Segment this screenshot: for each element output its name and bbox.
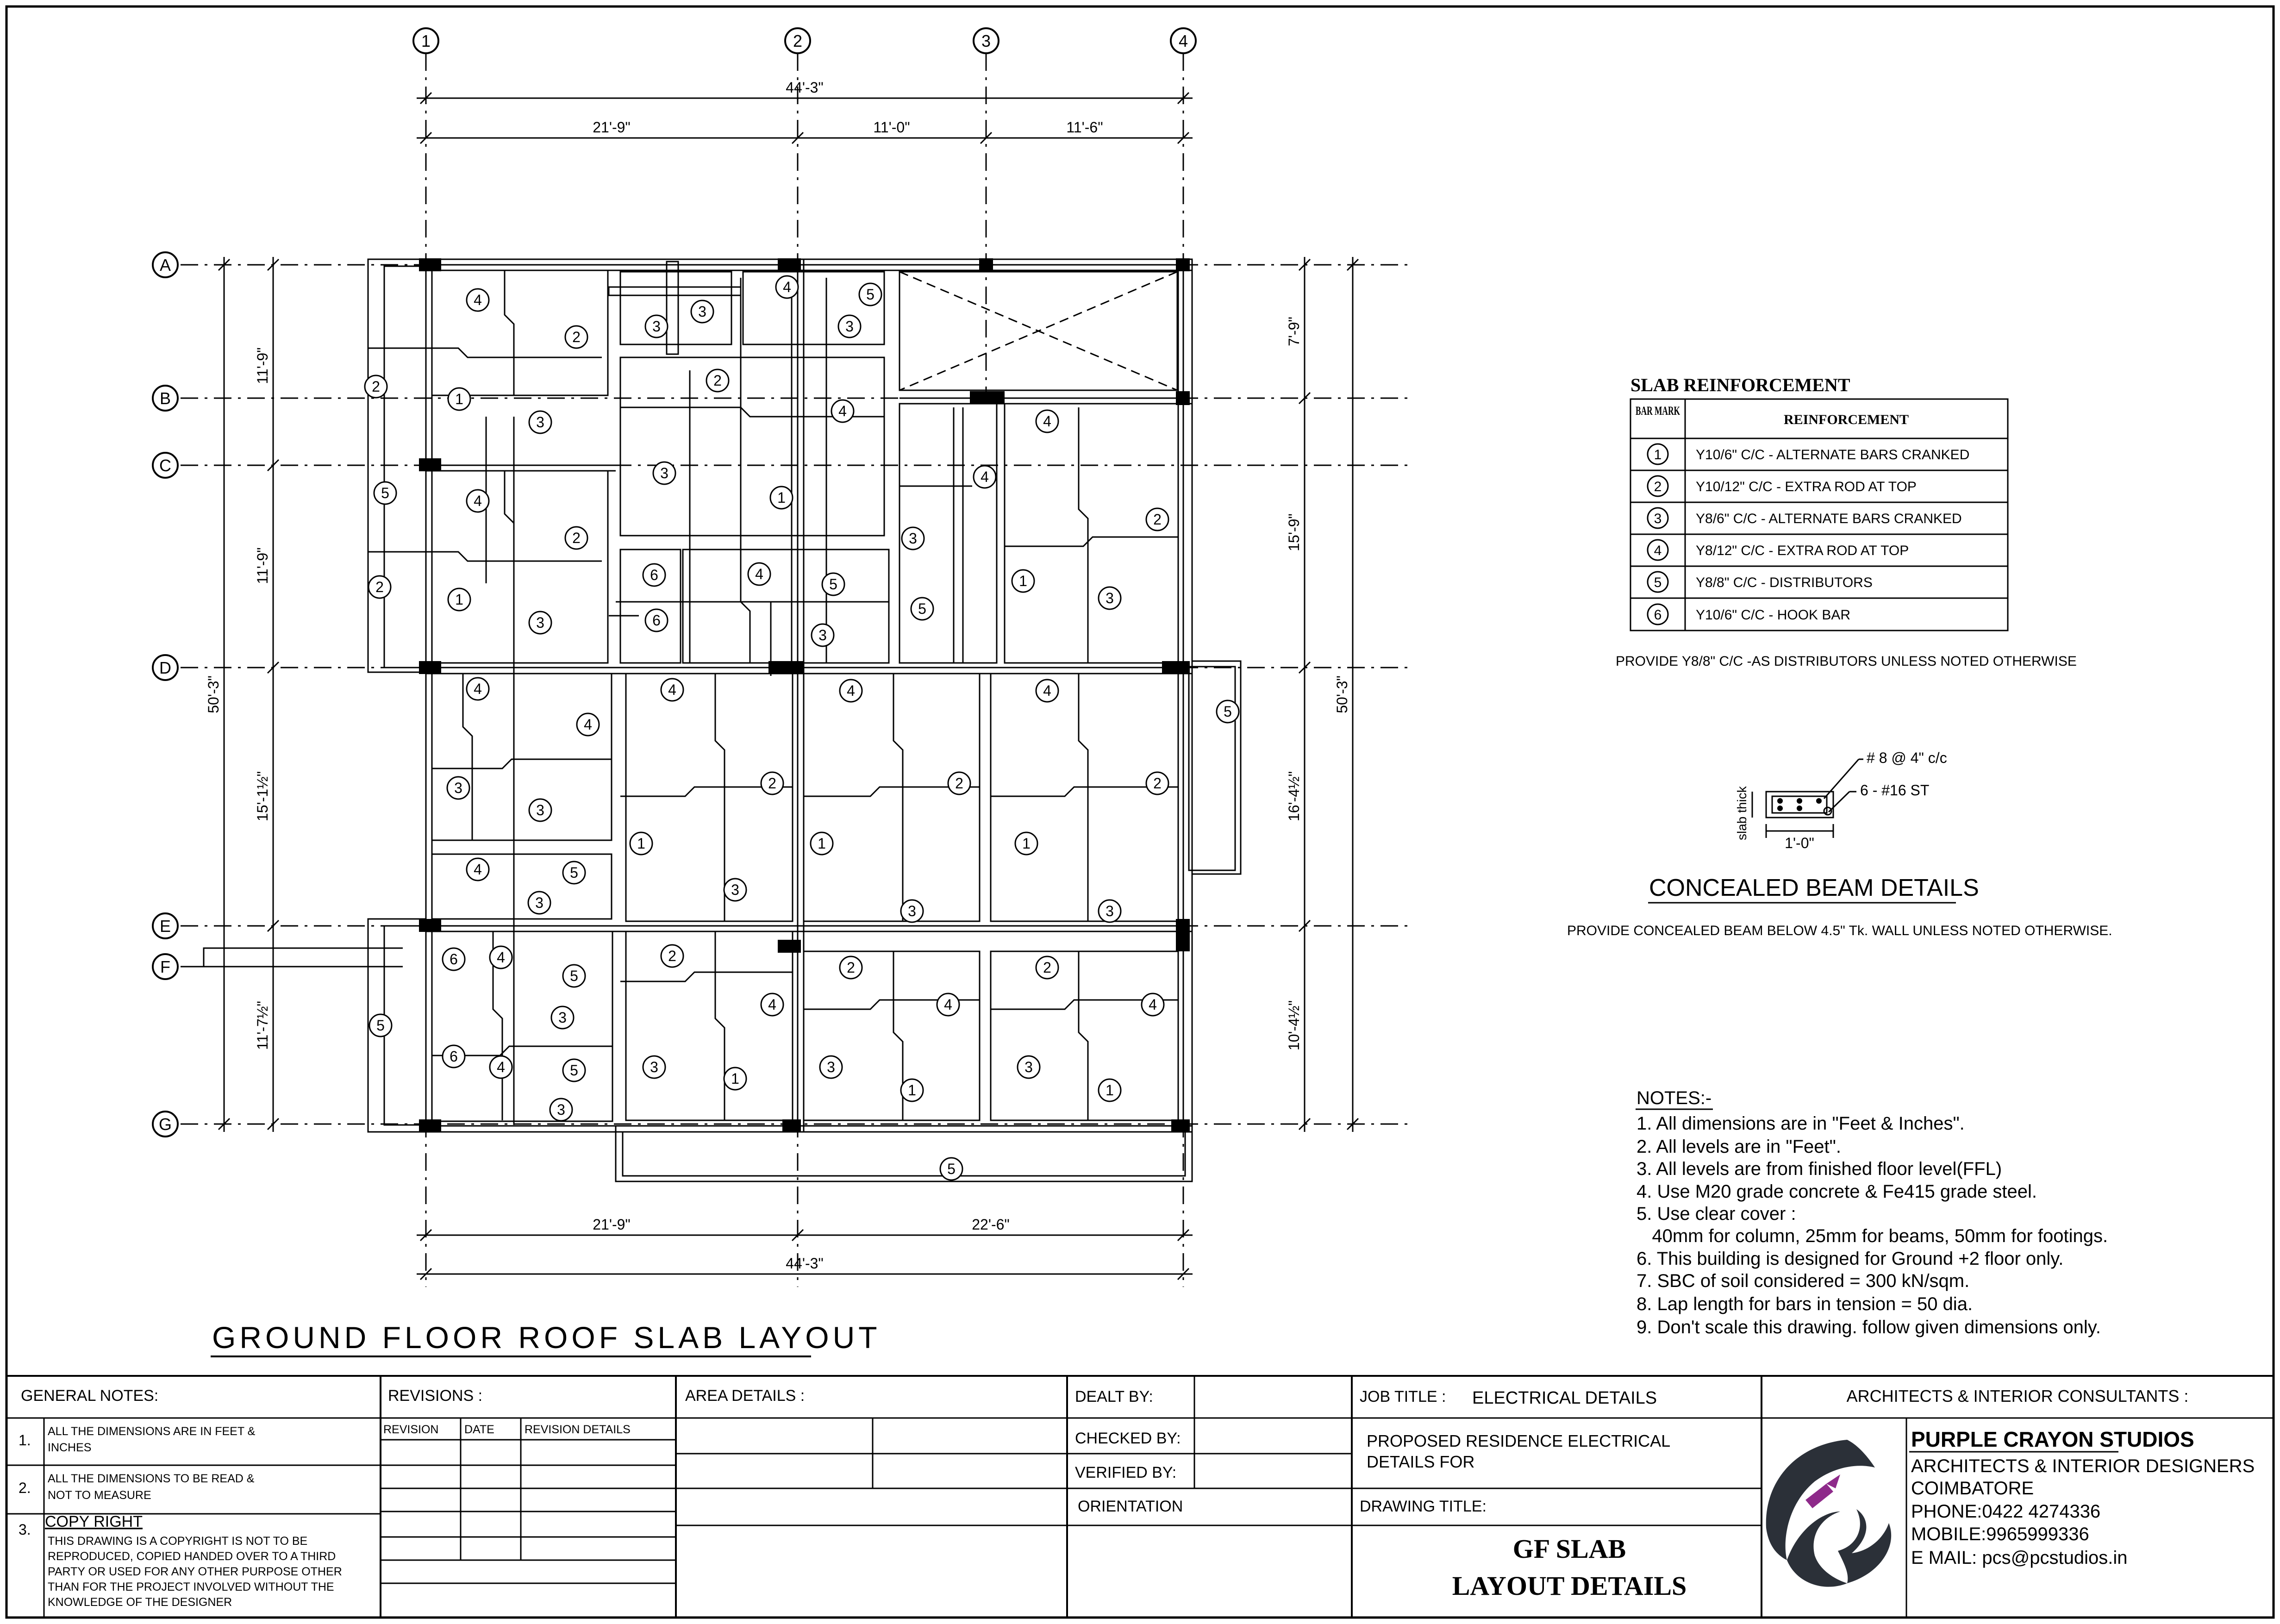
bar-mark-bubble — [901, 900, 923, 922]
svg-text:2: 2 — [955, 775, 963, 792]
svg-text:5: 5 — [1224, 703, 1232, 720]
general-notes-label: GENERAL NOTES: — [21, 1387, 159, 1405]
bar-mark-bubble — [369, 576, 391, 598]
svg-text:2: 2 — [713, 372, 722, 389]
svg-text:4: 4 — [944, 996, 952, 1013]
svg-text:1: 1 — [455, 391, 463, 407]
svg-text:5: 5 — [376, 1017, 385, 1034]
stirrup-label: # 8 @ 4" c/c — [1867, 750, 1947, 766]
bar-mark-bubble — [565, 527, 587, 549]
note-item: 1. All dimensions are in "Feet & Inches". — [1637, 1113, 1965, 1134]
dim-top-segment: 11'-0" — [873, 119, 910, 136]
reinforcement-cell: Y8/8" C/C - DISTRIBUTORS — [1696, 575, 1873, 590]
svg-text:4: 4 — [981, 468, 989, 485]
dim-right-segment: 10'-4½" — [1286, 1000, 1302, 1051]
bar-mark-bubbles — [365, 276, 1239, 1180]
general-note-text: NOT TO MEASURE — [48, 1489, 151, 1502]
svg-text:3: 3 — [660, 465, 668, 481]
note-item: 8. Lap length for bars in tension = 50 dia. — [1637, 1294, 1973, 1314]
bar-mark-bubble — [974, 466, 996, 488]
note-item: 5. Use clear cover : — [1637, 1204, 1796, 1224]
bar-mark-bubble — [822, 573, 844, 595]
col-reinforcement-label: REINFORCEMENT — [1783, 412, 1909, 427]
dim-left-segment: 11'-9" — [254, 547, 271, 584]
reinforcement-cell: Y8/12" C/C - EXTRA ROD AT TOP — [1696, 543, 1909, 558]
bar-mark-bubble — [776, 276, 798, 298]
svg-text:5: 5 — [381, 485, 389, 501]
bar-mark-bubble — [1036, 680, 1058, 702]
svg-text:2: 2 — [372, 378, 380, 395]
grid-col-label: 4 — [1178, 31, 1188, 50]
bar-mark-cell: 4 — [1654, 543, 1662, 558]
bar-mark-bubble — [529, 411, 551, 433]
bar-mark-bubble — [448, 388, 470, 410]
table-row — [1648, 572, 1873, 592]
svg-text:6: 6 — [450, 1048, 458, 1065]
bar-mark-bubble — [761, 993, 783, 1016]
bar-mark-bubble — [443, 1045, 465, 1068]
copyright-title: COPY RIGHT — [45, 1513, 143, 1530]
drawing-title-line: GF SLAB — [1512, 1534, 1626, 1564]
svg-text:5: 5 — [570, 864, 578, 881]
svg-text:3: 3 — [698, 303, 706, 320]
svg-text:2: 2 — [847, 959, 855, 976]
bar-mark-bubble — [937, 993, 959, 1016]
table-row — [1648, 476, 1917, 496]
bar-mark-bubble — [1099, 900, 1121, 922]
bar-mark-bubble — [565, 326, 587, 348]
table-row — [1648, 444, 1969, 464]
area-details-label: AREA DETAILS : — [685, 1387, 805, 1405]
bar-mark-bubble — [467, 490, 489, 512]
svg-text:4: 4 — [474, 681, 482, 697]
svg-text:4: 4 — [474, 861, 482, 878]
svg-text:1: 1 — [1019, 573, 1027, 589]
svg-text:3: 3 — [827, 1059, 835, 1075]
dim-right-segment: 7'-9" — [1286, 317, 1302, 346]
bar-mark-bubble — [550, 1099, 572, 1121]
svg-text:4: 4 — [474, 493, 482, 509]
general-note-text: ALL THE DIMENSIONS TO BE READ & — [48, 1472, 255, 1485]
table-title: SLAB REINFORCEMENT — [1630, 375, 1850, 395]
svg-text:4: 4 — [497, 1059, 505, 1075]
distributor-note: PROVIDE Y8/8" C/C -AS DISTRIBUTORS UNLESS NOTED OTHERWISE — [1616, 654, 2077, 669]
svg-text:3: 3 — [1106, 903, 1114, 919]
bar-mark-bubble — [1015, 832, 1037, 855]
depth-label: slab thick — [1735, 786, 1749, 840]
dim-bottom-segment: 22'-6" — [972, 1216, 1010, 1233]
note-item: 3. All levels are from finished floor level(FFL) — [1637, 1159, 2002, 1179]
svg-text:2: 2 — [1043, 959, 1051, 976]
svg-text:4: 4 — [1043, 682, 1051, 699]
bar-mark-bubble — [840, 956, 862, 979]
bar-mark-bubble — [443, 948, 465, 970]
firm-logo — [1766, 1440, 1891, 1587]
reinforcement-cell: Y10/6" C/C - ALTERNATE BARS CRANKED — [1696, 447, 1970, 462]
dim-left-overall: 50'-3" — [205, 675, 222, 713]
dealt-by-label: DEALT BY: — [1075, 1388, 1153, 1405]
grid-row-label: E — [159, 917, 171, 936]
copyright-line: THAN FOR THE PROJECT INVOLVED WITHOUT THE — [48, 1580, 334, 1593]
svg-text:1: 1 — [637, 835, 645, 852]
bar-mark-bubble — [691, 300, 713, 323]
grid-row-label: B — [159, 389, 171, 408]
bar-mark-bubble — [490, 946, 512, 968]
bar-mark-bubble — [661, 679, 683, 701]
copyright-line: REPRODUCED, COPIED HANDED OVER TO A THIRD — [48, 1550, 336, 1563]
bar-mark-bubble — [724, 879, 746, 901]
consultants-label: ARCHITECTS & INTERIOR CONSULTANTS : — [1846, 1387, 2189, 1405]
grid-row-label: G — [158, 1115, 172, 1134]
bar-mark-bubble — [1036, 956, 1058, 979]
bar-mark-bubble — [563, 965, 585, 987]
copyright-line: KNOWLEDGE OF THE DESIGNER — [48, 1596, 232, 1609]
column-bubbles — [413, 28, 1196, 53]
bar-mark-bubble — [643, 564, 665, 586]
revisions-label: REVISIONS : — [388, 1387, 483, 1405]
general-note-num: 2. — [19, 1480, 31, 1496]
bar-mark-bubble — [369, 1014, 392, 1037]
svg-text:2: 2 — [768, 775, 776, 792]
svg-text:3: 3 — [535, 894, 543, 911]
svg-text:5: 5 — [829, 576, 837, 593]
svg-text:2: 2 — [572, 329, 581, 345]
grid-col-label: 2 — [793, 31, 803, 50]
table-row — [1648, 508, 1962, 528]
note-item: 7. SBC of soil considered = 300 kN/sqm. — [1637, 1271, 1970, 1291]
dim-top-segment: 11'-6" — [1066, 119, 1103, 136]
bar-mark-bubble — [724, 1068, 746, 1090]
svg-text:4: 4 — [1043, 413, 1051, 430]
svg-text:4: 4 — [497, 949, 505, 966]
svg-text:3: 3 — [908, 903, 916, 919]
bar-mark-bubble — [1012, 570, 1034, 592]
svg-text:5: 5 — [866, 286, 875, 303]
svg-text:1: 1 — [818, 835, 826, 852]
plan-title: GROUND FLOOR ROOF SLAB LAYOUT — [212, 1320, 881, 1355]
svg-text:3: 3 — [845, 318, 854, 335]
bar-mark-bubble — [706, 369, 729, 392]
width-label: 1'-0" — [1785, 835, 1814, 851]
general-notes-block — [1636, 1088, 2108, 1337]
bar-mark-bubble — [467, 289, 489, 311]
bar-mark-cell: 1 — [1654, 447, 1662, 462]
verified-by-label: VERIFIED BY: — [1075, 1464, 1177, 1481]
copyright-line: THIS DRAWING IS A COPYRIGHT IS NOT TO BE — [48, 1535, 308, 1548]
row-bubbles — [153, 252, 178, 1137]
bar-mark-bubble — [1099, 1079, 1121, 1101]
job-title-value: ELECTRICAL DETAILS — [1472, 1388, 1657, 1408]
bar-mark-bubble — [528, 892, 550, 914]
grid-row-label: A — [159, 256, 171, 275]
concealed-beam-detail — [1567, 750, 2112, 938]
bar-mark-bubble — [831, 400, 854, 422]
svg-text:1: 1 — [455, 591, 463, 608]
bar-mark-bubble — [911, 598, 933, 620]
svg-text:3: 3 — [1106, 590, 1114, 606]
dim-bottom-overall: 44'-3" — [786, 1255, 824, 1272]
svg-text:5: 5 — [570, 1062, 578, 1079]
svg-text:3: 3 — [909, 530, 917, 547]
note-item: 6. This building is designed for Ground +2 floor only. — [1637, 1249, 2064, 1269]
svg-text:4: 4 — [584, 716, 592, 733]
grid-row-label: F — [160, 957, 170, 976]
svg-text:4: 4 — [755, 566, 763, 582]
dim-right-segment: 15'-9" — [1286, 513, 1302, 551]
svg-text:3: 3 — [818, 627, 827, 643]
svg-text:2: 2 — [375, 579, 384, 595]
svg-text:5: 5 — [918, 600, 926, 617]
svg-text:4: 4 — [847, 682, 855, 699]
bar-mark-bubble — [529, 612, 551, 634]
revision-col-header: REVISION — [383, 1423, 439, 1436]
copyright-line: PARTY OR USED FOR ANY OTHER PURPOSE OTHER — [48, 1565, 342, 1578]
note-item: 4. Use M20 grade concrete & Fe415 grade steel. — [1637, 1181, 2037, 1202]
svg-text:3: 3 — [557, 1101, 565, 1118]
svg-text:2: 2 — [1153, 775, 1162, 792]
svg-text:4: 4 — [838, 403, 847, 419]
project-line: DETAILS FOR — [1367, 1452, 1475, 1471]
svg-text:5: 5 — [570, 968, 578, 984]
bar-mark-bubble — [948, 772, 970, 794]
bar-mark-bubble — [661, 945, 683, 967]
bar-mark-cell: 6 — [1654, 607, 1662, 623]
copyright-num: 3. — [19, 1521, 31, 1538]
note-item: 40mm for column, 25mm for beams, 50mm for footings. — [1637, 1226, 2108, 1246]
bar-mark-bubble — [812, 624, 834, 646]
bar-mark-bubble — [902, 527, 924, 550]
note-item: 9. Don't scale this drawing. follow given dimensions only. — [1637, 1317, 2101, 1337]
bar-mark-bubble — [1146, 508, 1168, 531]
svg-text:3: 3 — [650, 1059, 658, 1075]
bar-mark-cell: 5 — [1654, 575, 1662, 590]
svg-text:1: 1 — [777, 489, 786, 506]
general-note-text: ALL THE DIMENSIONS ARE IN FEET & — [48, 1425, 256, 1438]
col-bar-mark-label: BAR MARK — [1636, 404, 1680, 418]
dim-left-segment: 11'-7½" — [254, 1001, 271, 1050]
firm-tagline: ARCHITECTS & INTERIOR DESIGNERS — [1911, 1456, 2255, 1476]
svg-text:2: 2 — [1153, 511, 1162, 528]
bar-mark-bubble — [1036, 410, 1058, 432]
project-line: PROPOSED RESIDENCE ELECTRICAL — [1367, 1431, 1671, 1450]
bar-mark-bubble — [645, 609, 668, 631]
dim-right-overall: 50'-3" — [1334, 675, 1350, 713]
svg-text:4: 4 — [768, 996, 776, 1013]
firm-phone: PHONE:0422 4274336 — [1911, 1501, 2101, 1522]
svg-text:3: 3 — [454, 780, 462, 796]
bar-mark-bubble — [1142, 993, 1164, 1016]
svg-text:3: 3 — [652, 318, 661, 335]
svg-text:3: 3 — [536, 614, 544, 631]
revision-col-header: REVISION DETAILS — [525, 1423, 631, 1436]
main-bar-label: 6 - #16 ST — [1860, 782, 1930, 799]
checked-by-label: CHECKED BY: — [1075, 1430, 1181, 1447]
bar-mark-bubble — [653, 462, 675, 484]
bar-mark-bubble — [551, 1006, 574, 1029]
reinforcement-cell: Y10/6" C/C - HOOK BAR — [1696, 607, 1851, 623]
svg-text:1: 1 — [1106, 1082, 1114, 1099]
bar-mark-bubble — [467, 858, 489, 881]
bar-mark-bubble — [1018, 1056, 1040, 1078]
bar-mark-bubble — [645, 315, 668, 337]
svg-text:6: 6 — [450, 951, 458, 968]
orientation-label: ORIENTATION — [1078, 1498, 1183, 1515]
bar-mark-bubble — [563, 1059, 585, 1081]
svg-text:6: 6 — [650, 567, 658, 583]
dim-right-segment: 16'-4½" — [1286, 771, 1302, 822]
note-item: 2. All levels are in "Feet". — [1637, 1137, 1841, 1157]
bar-mark-bubble — [901, 1079, 923, 1101]
bar-mark-bubble — [577, 713, 599, 736]
table-row — [1648, 540, 1909, 560]
bar-mark-bubble — [467, 678, 489, 700]
grid-row-label: D — [159, 658, 171, 677]
svg-text:3: 3 — [731, 881, 739, 898]
grid-col-label: 3 — [981, 31, 991, 50]
svg-text:6: 6 — [652, 612, 661, 629]
bar-mark-bubble — [1146, 772, 1168, 794]
svg-text:1: 1 — [1022, 835, 1031, 852]
firm-name: PURPLE CRAYON STUDIOS — [1911, 1427, 2194, 1451]
bar-mark-bubble — [1217, 700, 1239, 723]
bar-mark-bubble — [1099, 587, 1121, 609]
table-row — [1648, 604, 1850, 625]
dim-left-segment: 15'-1½" — [254, 771, 271, 822]
concealed-beam-note: PROVIDE CONCEALED BEAM BELOW 4.5" Tk. WALL UNLESS NOTED OTHERWISE. — [1567, 923, 2112, 938]
bar-mark-bubble — [940, 1158, 962, 1180]
bar-mark-cell: 3 — [1654, 511, 1662, 526]
bar-mark-bubble — [365, 375, 387, 398]
dim-bottom-segment: 21'-9" — [593, 1216, 631, 1233]
bar-mark-bubble — [838, 315, 861, 337]
bar-mark-bubble — [761, 772, 783, 794]
dim-left-segment: 11'-9" — [254, 347, 271, 384]
bar-mark-bubble — [447, 777, 469, 799]
svg-text:1: 1 — [908, 1082, 916, 1099]
svg-text:1: 1 — [731, 1070, 739, 1087]
bar-mark-bubble — [859, 283, 881, 306]
svg-text:4: 4 — [783, 279, 791, 295]
bar-mark-bubble — [820, 1056, 842, 1078]
bar-mark-bubble — [374, 482, 396, 504]
svg-text:4: 4 — [474, 292, 482, 308]
drawing-title-line: LAYOUT DETAILS — [1452, 1571, 1687, 1601]
bar-mark-bubble — [630, 832, 652, 855]
grid-row-label: C — [159, 456, 171, 475]
dim-top-overall: 44'-3" — [786, 79, 824, 96]
grid-col-label: 1 — [421, 31, 431, 50]
bar-mark-bubble — [448, 588, 470, 611]
title-block — [6, 1376, 2274, 1618]
bar-mark-cell: 2 — [1654, 479, 1662, 494]
reinforcement-cell: Y8/6" C/C - ALTERNATE BARS CRANKED — [1696, 511, 1962, 526]
firm-city: COIMBATORE — [1911, 1478, 2034, 1499]
svg-text:2: 2 — [572, 530, 581, 546]
firm-mobile: MOBILE:9965999336 — [1911, 1524, 2089, 1544]
dim-top-segment: 21'-9" — [593, 119, 631, 136]
svg-text:5: 5 — [947, 1161, 956, 1177]
svg-text:2: 2 — [668, 948, 676, 964]
slab-reinforcement-table — [1616, 375, 2077, 669]
bar-mark-bubble — [840, 680, 862, 702]
svg-text:3: 3 — [536, 414, 544, 431]
concealed-beam-title: CONCEALED BEAM DETAILS — [1649, 874, 1979, 901]
general-note-text: INCHES — [48, 1441, 92, 1454]
bar-mark-bubble — [748, 563, 770, 585]
firm-email: E MAIL: pcs@pcstudios.in — [1911, 1548, 2128, 1568]
svg-text:3: 3 — [558, 1009, 567, 1026]
revision-col-header: DATE — [464, 1423, 494, 1436]
bar-mark-bubble — [811, 832, 833, 855]
svg-text:3: 3 — [536, 802, 544, 818]
bar-mark-bubble — [529, 799, 551, 821]
bar-mark-bubble — [770, 487, 793, 509]
bar-mark-bubble — [490, 1056, 512, 1078]
svg-text:4: 4 — [668, 681, 676, 698]
slab-outline — [368, 259, 1241, 1181]
bar-mark-bubble — [563, 862, 585, 884]
drawing-title-label: DRAWING TITLE: — [1360, 1498, 1487, 1515]
svg-text:4: 4 — [1149, 996, 1157, 1013]
reinforcement-cell: Y10/12" C/C - EXTRA ROD AT TOP — [1696, 479, 1917, 494]
general-note-num: 1. — [19, 1432, 31, 1449]
job-title-label: JOB TITLE : — [1360, 1388, 1446, 1405]
bar-mark-bubble — [643, 1056, 665, 1078]
notes-title: NOTES:- — [1637, 1088, 1712, 1108]
svg-text:3: 3 — [1024, 1059, 1033, 1075]
